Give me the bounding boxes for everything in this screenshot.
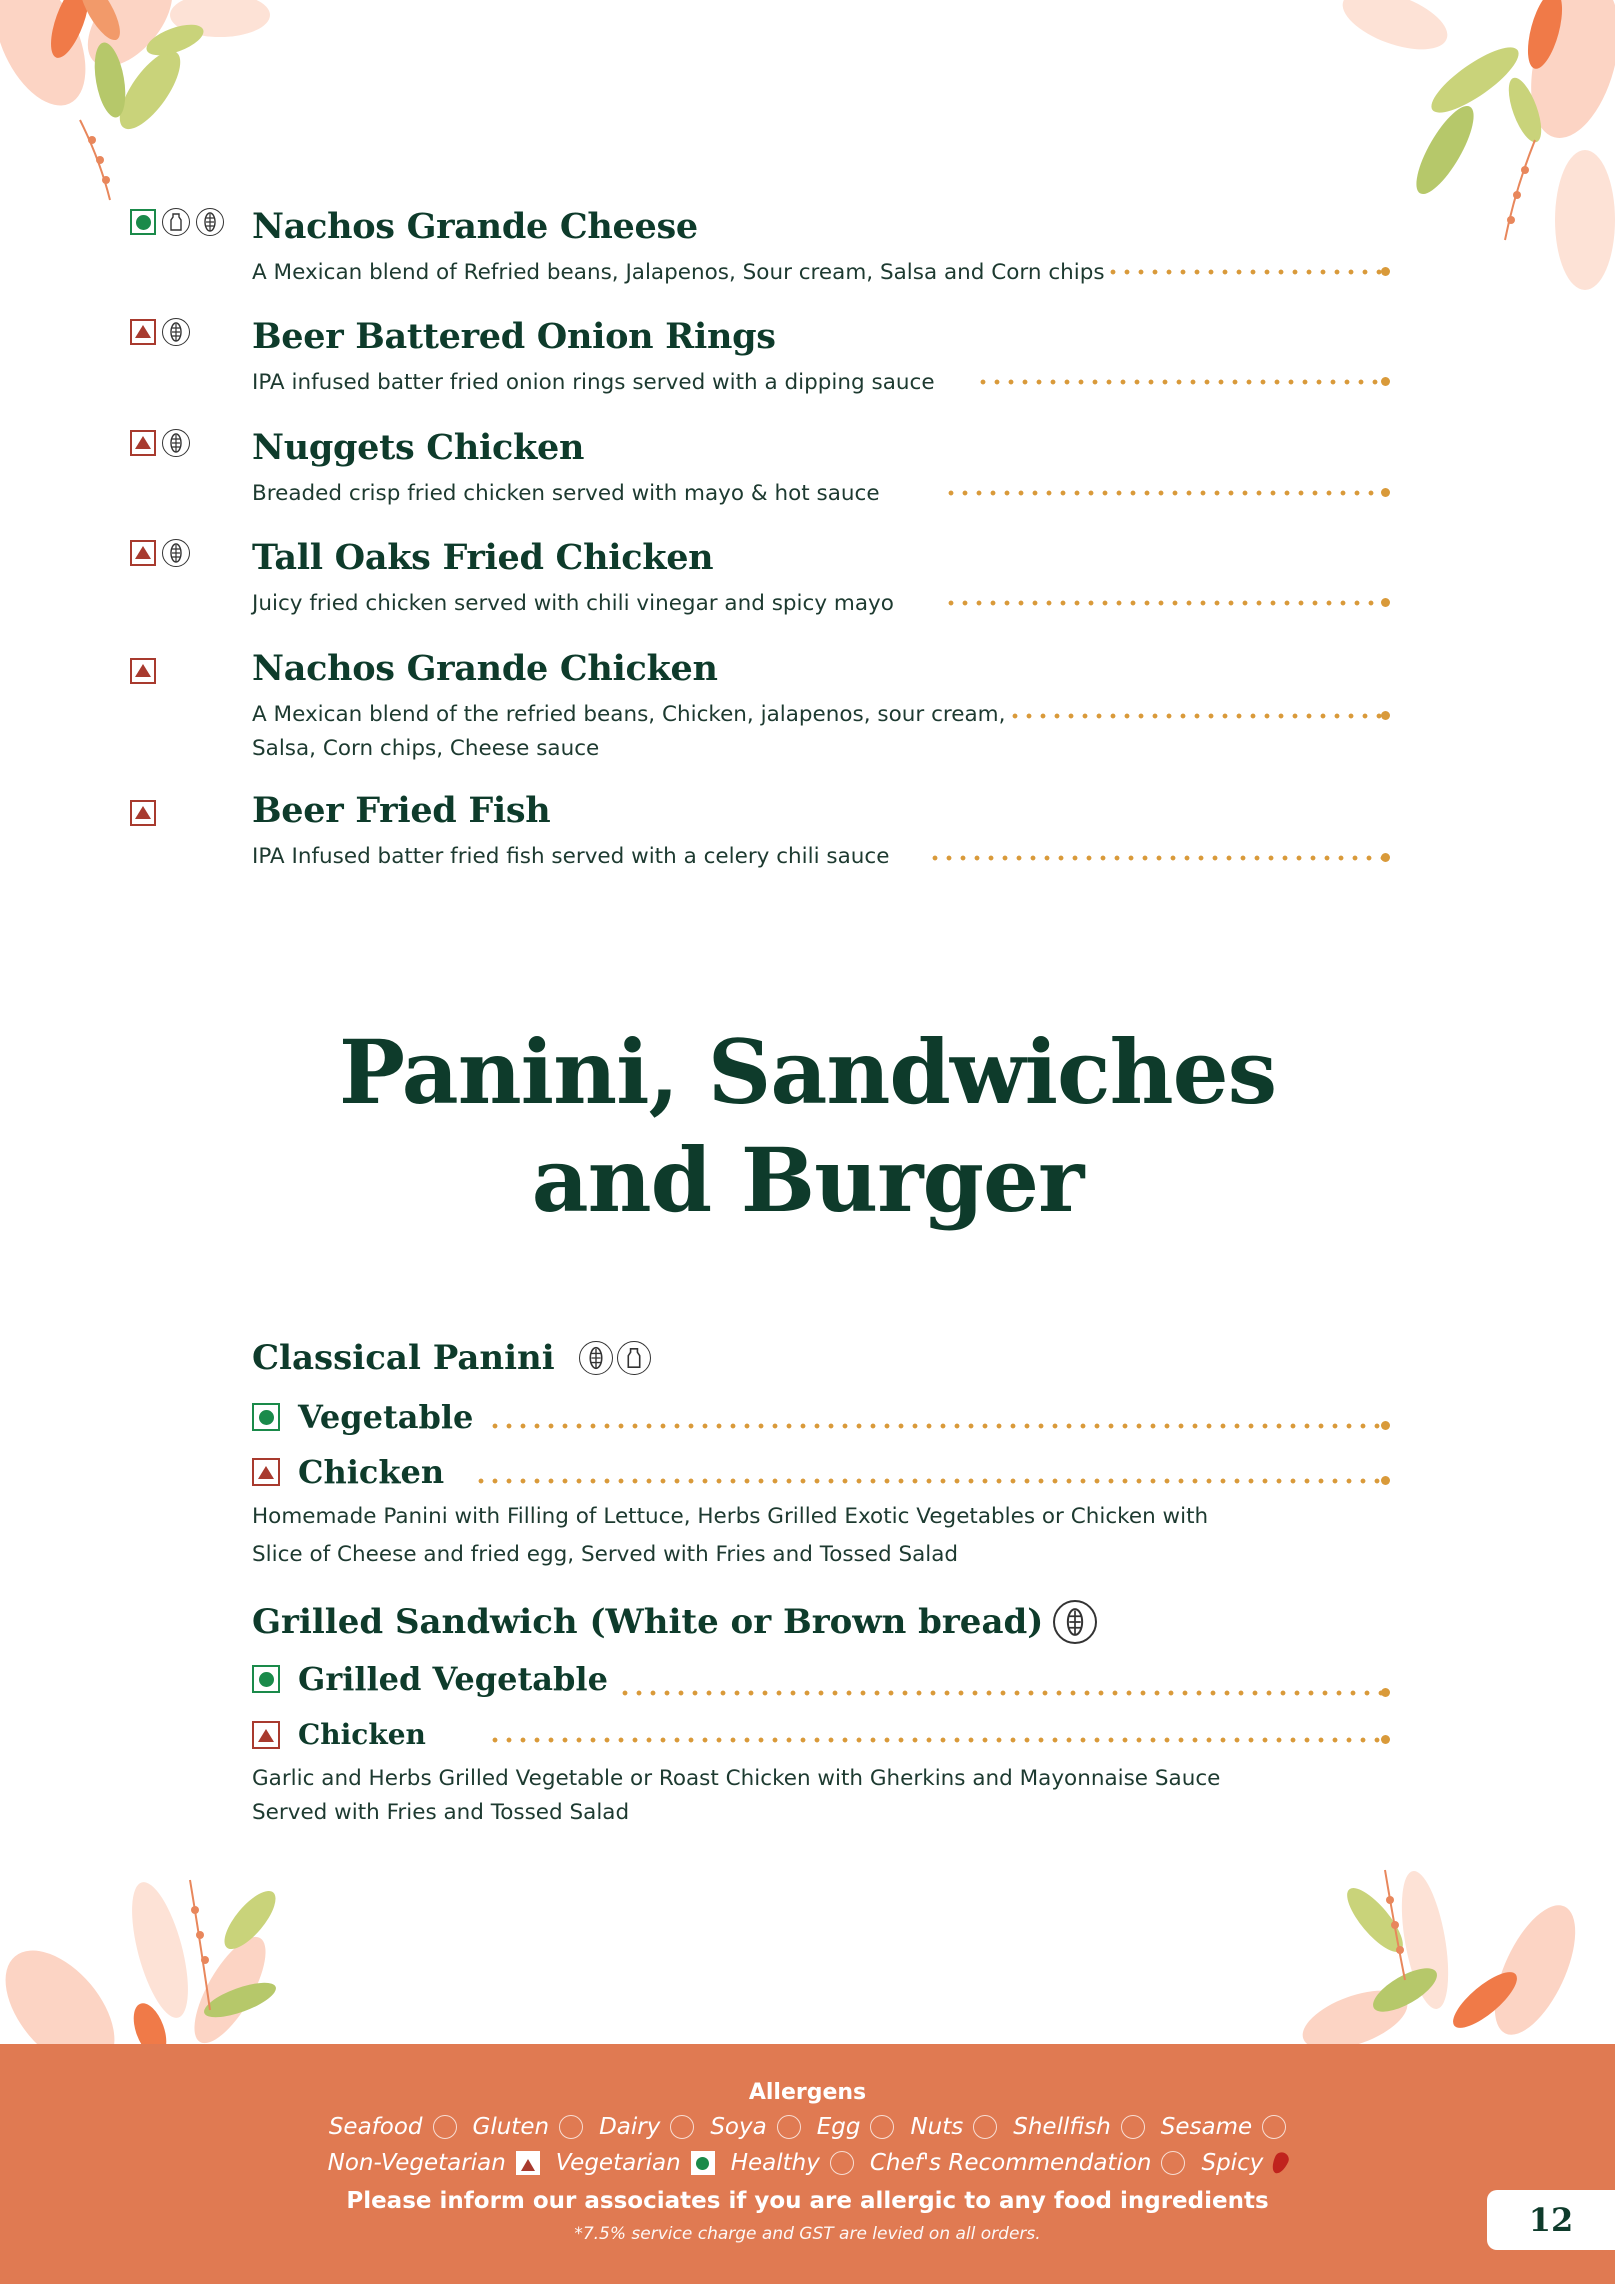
item-description: A Mexican blend of the refried beans, Chicken, jalapenos, sour cream, Salsa, Corn chips, Cheese sauce <box>252 702 1006 761</box>
legend-soya-label: Soya <box>710 2114 767 2140</box>
item-description: IPA infused batter fried onion rings served with a dipping sauce <box>252 370 935 395</box>
gluten-icon <box>162 539 190 567</box>
leaf-decoration-bottom-left <box>0 1840 330 2050</box>
dot-leader <box>976 378 1386 386</box>
dot-leader <box>488 1736 1386 1744</box>
egg-icon <box>870 2115 894 2139</box>
dairy-icon <box>617 1341 651 1375</box>
gluten-icon <box>162 429 190 457</box>
legend-healthy-label: Healthy <box>730 2150 820 2176</box>
legend-non-vegetarian-label: Non-Vegetarian <box>327 2150 506 2176</box>
shellfish-icon <box>1121 2115 1145 2139</box>
legend-dairy-label: Dairy <box>599 2114 661 2140</box>
vegetarian-icon <box>130 209 156 235</box>
legend-vegetarian-label: Vegetarian <box>555 2150 681 2176</box>
nuts-icon <box>973 2115 997 2139</box>
variant-row <box>252 1718 426 1751</box>
non-vegetarian-icon <box>130 430 156 456</box>
vegetarian-icon <box>691 2151 715 2175</box>
item-name: Beer Battered Onion Rings <box>252 316 776 357</box>
item-name: Nuggets Chicken <box>252 427 585 468</box>
leaf-decoration-bottom-right <box>1295 1840 1615 2050</box>
item-icons <box>130 800 156 826</box>
dairy-icon <box>670 2115 694 2139</box>
variant-row <box>252 1660 608 1698</box>
dot-leader <box>944 599 1386 607</box>
dot-leader <box>1106 268 1386 276</box>
item-description: A Mexican blend of Refried beans, Jalapenos, Sour cream, Salsa and Corn chips <box>252 260 1105 285</box>
legend-chefs-recommendation-label: Chef's Recommendation <box>869 2150 1152 2176</box>
non-vegetarian-icon <box>252 1458 280 1486</box>
legend-egg-label: Egg <box>816 2114 861 2140</box>
item-name: Tall Oaks Fried Chicken <box>252 537 714 578</box>
dot-leader <box>488 1422 1386 1430</box>
section-title-line-2: and Burger <box>531 1128 1084 1232</box>
dot-leader <box>1008 712 1386 720</box>
dot-leader <box>618 1689 1386 1697</box>
gluten-icon <box>196 208 224 236</box>
group-allergen-icons <box>579 1341 651 1375</box>
variant-name: Grilled Vegetable <box>298 1660 608 1698</box>
item-name: Beer Fried Fish <box>252 790 551 831</box>
item-description: Juicy fried chicken served with chili vinegar and spicy mayo <box>252 591 894 616</box>
item-description: Breaded crisp fried chicken served with mayo & hot sauce <box>252 481 880 506</box>
group-description-line-2: Served with Fries and Tossed Salad <box>252 1800 630 1825</box>
non-vegetarian-icon <box>130 319 156 345</box>
legend-seafood-label: Seafood <box>328 2114 423 2140</box>
gluten-icon <box>162 318 190 346</box>
legend-nuts-label: Nuts <box>910 2114 964 2140</box>
item-name: Nachos Grande Chicken <box>252 648 718 689</box>
chef-hat-icon <box>1161 2151 1185 2175</box>
item-icons <box>130 318 190 346</box>
soya-icon <box>777 2115 801 2139</box>
item-icons <box>130 539 190 567</box>
vegetarian-icon <box>252 1665 280 1693</box>
non-vegetarian-icon <box>130 658 156 684</box>
section-title-line-1: Panini, Sandwiches <box>338 1020 1277 1124</box>
non-vegetarian-icon <box>516 2151 540 2175</box>
item-name: Nachos Grande Cheese <box>252 206 698 247</box>
dot-leader <box>474 1477 1386 1485</box>
leaf-decoration-top-left <box>0 0 280 210</box>
chili-icon <box>1269 2150 1291 2176</box>
service-charge-note: *7.5% service charge and GST are levied on all orders. <box>574 2224 1041 2244</box>
group-description-line-2: Slice of Cheese and fried egg, Served with Fries and Tossed Salad <box>252 1542 959 1567</box>
dot-leader <box>944 489 1386 497</box>
legend-gluten-label: Gluten <box>472 2114 550 2140</box>
group-description <box>252 1762 1252 1830</box>
legend-sesame-label: Sesame <box>1160 2114 1253 2140</box>
variant-row <box>252 1398 473 1436</box>
non-vegetarian-icon <box>252 1721 280 1749</box>
seafood-icon <box>433 2115 457 2139</box>
non-vegetarian-icon <box>130 540 156 566</box>
diet-legend-row <box>0 2150 1615 2176</box>
allergen-legend-row <box>0 2114 1615 2140</box>
leaf-decoration-top-right <box>1335 0 1615 300</box>
allergen-footer <box>0 2044 1615 2284</box>
item-icons <box>130 429 190 457</box>
group-description-line-1: Garlic and Herbs Grilled Vegetable or Roast Chicken with Gherkins and Mayonnaise Sauce <box>252 1766 1221 1791</box>
non-vegetarian-icon <box>130 800 156 826</box>
sesame-icon <box>1262 2115 1286 2139</box>
variant-name: Chicken <box>298 1718 426 1751</box>
allergens-title: Allergens <box>748 2080 867 2105</box>
item-icons <box>130 658 156 684</box>
allergy-notice: Please inform our associates if you are allergic to any food ingredients <box>346 2188 1269 2214</box>
gluten-icon <box>579 1341 613 1375</box>
gluten-icon <box>1053 1600 1097 1644</box>
dairy-icon <box>162 208 190 236</box>
variant-name: Chicken <box>298 1453 445 1491</box>
group-title-text: Classical Panini <box>252 1338 555 1378</box>
page-number: 12 <box>1487 2190 1615 2250</box>
group-description-line-1: Homemade Panini with Filling of Lettuce, Herbs Grilled Exotic Vegetables or Chicken with <box>252 1504 1209 1529</box>
vegetarian-icon <box>252 1403 280 1431</box>
group-title <box>252 1600 1097 1644</box>
section-title <box>0 1018 1615 1234</box>
item-description: IPA Infused batter fried fish served with a celery chili sauce <box>252 844 890 869</box>
variant-row <box>252 1453 444 1491</box>
group-title <box>252 1338 651 1378</box>
variant-name: Vegetable <box>298 1398 474 1436</box>
gluten-icon <box>559 2115 583 2139</box>
group-description <box>252 1498 1252 1574</box>
legend-spicy-label: Spicy <box>1201 2150 1264 2176</box>
legend-shellfish-label: Shellfish <box>1013 2114 1111 2140</box>
group-title-text: Grilled Sandwich (White or Brown bread) <box>252 1602 1044 1642</box>
item-icons <box>130 208 224 236</box>
healthy-icon <box>830 2151 854 2175</box>
dot-leader <box>928 854 1386 862</box>
